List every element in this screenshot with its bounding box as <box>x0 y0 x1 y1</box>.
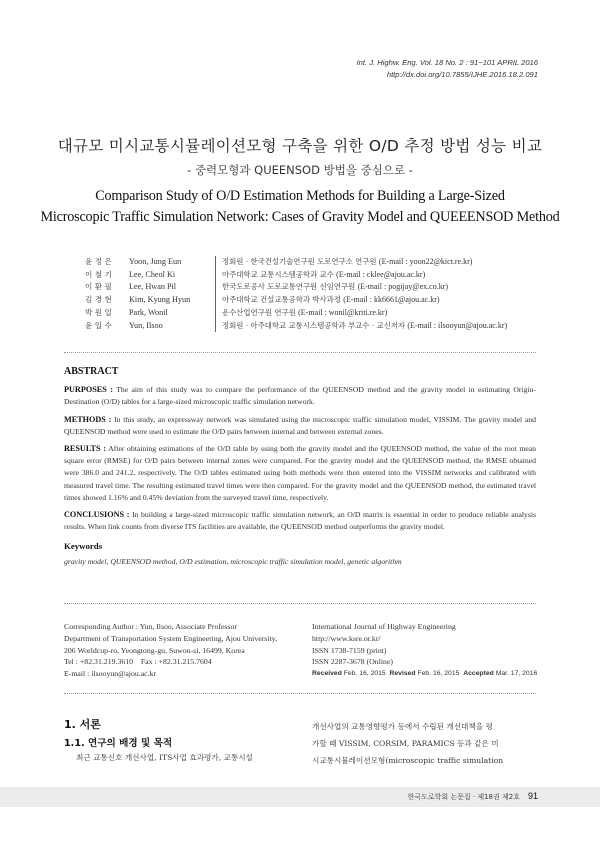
author-divider <box>215 269 216 282</box>
issn-print: ISSN 1738-7159 (print) <box>312 645 387 655</box>
english-title <box>0 186 600 228</box>
abstract-purposes: PURPOSES : The aim of this study was to compare the performance of the QUEENSOD method and the gravity model in estimating Origin-Destination (O/D) tables for a large-sized microscopic traffic simulation network. <box>64 385 536 407</box>
author-name-en: Park, Wonil <box>129 307 168 317</box>
corr-line: Corresponding Author : Yun, Ilsoo, Associate Professor <box>64 622 237 631</box>
abstract-heading: ABSTRACT <box>64 366 119 377</box>
author-email: (E-mail : yoon22@kict.re.kr) <box>378 257 473 266</box>
section-heading: 1. 서론 <box>64 718 101 731</box>
journal-info-block <box>312 621 542 680</box>
section-divider <box>64 693 536 694</box>
korean-title: 대규모 미시교통시뮬레이션모형 구축을 위한 O/D 추정 방법 성능 비교 <box>57 137 543 155</box>
english-title-line2: Microscopic Traffic Simulation Network: Cases of Gravity Model and QUEEENSOD Method <box>40 209 560 225</box>
body-text-line: 가할 때 VISSIM, CORSIM, PARAMICS 등과 같은 미 <box>312 739 499 748</box>
author-row <box>85 307 507 320</box>
body-left-column <box>64 716 294 766</box>
author-email: (E-mail : ilsooyun@ajou.ac.kr) <box>407 320 508 330</box>
author-affiliation: 한국도로공사 도로교통연구원 선임연구원 (E-mail : pogijay@ex.co.kr) <box>222 282 449 292</box>
journal-line: Int. J. Highw. Eng. Vol. 18 No. 2 : 91~101 APRIL 2016 <box>356 58 538 67</box>
author-divider <box>215 281 216 294</box>
section-divider <box>64 603 536 604</box>
author-email: (E-mail : kk6661@ajou.ac.kr) <box>343 295 440 305</box>
issn-online: ISSN 2287-3678 (Online) <box>312 657 393 667</box>
author-name-ko: 이 철 기 <box>85 269 112 279</box>
subsection-heading: 1.1. 연구의 배경 및 목적 <box>64 738 173 749</box>
author-row <box>85 294 507 307</box>
author-affiliation: 정회원 · 아주대학교 교통시스템공학과 부교수 · 교신저자 (E-mail : ilsooyun@ajou.ac.kr) <box>222 320 508 330</box>
corresponding-author-block <box>64 621 304 680</box>
author-email: (E-mail : cklee@ajou.ac.kr) <box>336 269 426 279</box>
author-divider <box>215 294 216 307</box>
body-text-line: 개선사업의 교통영향평가 등에서 수립된 개선대책을 평 <box>312 722 493 731</box>
corr-line: Department of Transportation System Engineering, Ajou University, <box>64 633 278 643</box>
author-row <box>85 320 507 333</box>
author-divider <box>215 256 216 269</box>
corr-line: Tel : +82.31.219.3610 Fax : +82.31.215.7604 <box>64 657 212 667</box>
author-affiliation: 정회원 · 한국건설기술연구원 도로연구소 연구원 (E-mail : yoon22@kict.re.kr) <box>222 257 473 266</box>
journal-name: International Journal of Highway Engineering <box>312 622 456 631</box>
page-footer <box>408 791 538 802</box>
section-divider <box>64 352 536 353</box>
keywords-heading: Keywords <box>64 541 103 552</box>
body-text: 최근 교통신호 개선사업, ITS사업 효과평가, 교통시설 <box>76 753 253 762</box>
footer-journal: 한국도로학회 논문집 · 제18권 제2호 <box>407 793 520 801</box>
author-email: (E-mail : pogijay@ex.co.kr) <box>357 282 449 292</box>
received-dates: Received Feb. 16, 2015 Revised Feb. 16, 2015 Accepted Mar. 17, 2016 <box>312 670 538 678</box>
author-affiliation: 아주대학교 교통시스템공학과 교수 (E-mail : cklee@ajou.ac.kr) <box>222 269 426 279</box>
body-text-line: 시교통시뮬레이션모형(microscopic traffic simulation <box>312 756 504 765</box>
author-affiliation: 운수산업연구원 연구원 (E-mail : wonil@kriti.re.kr) <box>222 307 388 317</box>
author-list <box>85 256 507 332</box>
author-row <box>85 256 507 269</box>
page-number: 91 <box>527 791 538 801</box>
abstract-methods: METHODS : In this study, an expressway network was simulated using the microscopic traffic simulation model, VISSIM. The gravity model and QUEENSOD method were used to estimate the O/D pairs between internal and between external zones. <box>64 414 536 436</box>
author-divider <box>215 307 216 320</box>
abstract-section <box>64 366 536 568</box>
corr-line: 206 Worldcup-ro, Yeongtong-gu, Suwon-si, 16499, Korea <box>64 645 245 655</box>
corr-email[interactable]: E-mail : ilsooyun@ajou.ac.kr <box>64 669 157 679</box>
author-name-ko: 이 환 필 <box>85 282 112 292</box>
author-email: (E-mail : wonil@kriti.re.kr) <box>298 307 388 317</box>
author-name-en: Lee, Cheol Ki <box>129 269 176 279</box>
doi-link[interactable]: http://dx.doi.org/10.7855/IJHE.2016.18.2.091 <box>386 70 538 79</box>
abstract-conclusions: CONCLUSIONS : In building a large-sized microscopic traffic simulation network, an O/D matrix is essential in order to produce reliable analysis results. When link counts from diverse ITS facilities are available, the QUEENSOD method outperforms the gravity model. <box>64 510 536 532</box>
author-name-en: Yun, Ilsoo <box>129 320 163 330</box>
abstract-results: RESULTS : After obtaining estimations of the O/D table by using both the gravity model and the QUEENSOD method, the value of the root mean square error (RMSE) for O/D pairs between internal zones were compared. For the gravity model and the QUEENSOD method, the RMSE obtained were 386.0 and 241.2, respectively. The O/D tables estimated using both methods were then entered into the VISSIM networks and calibrated with measured travel time. The resulting estimated travel times were then compared. For the gravity model and the QUEENSOD method, the estimated travel times showed 1.16% and 0.45% deviation from the surveyed travel time, respectively. <box>64 444 536 502</box>
english-title-line1: Comparison Study of O/D Estimation Methods for Building a Large-Sized <box>95 188 505 204</box>
author-name-en: Kim, Kyung Hyun <box>129 295 191 305</box>
author-name-ko: 윤 일 수 <box>85 320 112 330</box>
author-name-ko: 박 원 일 <box>85 307 112 317</box>
author-name-en: Yoon, Jung Eun <box>129 257 182 266</box>
author-name-ko: 김 경 현 <box>85 295 112 305</box>
author-name-ko: 윤 정 은 <box>85 257 112 266</box>
author-name-en: Lee, Hwan Pil <box>129 282 177 292</box>
author-row <box>85 269 507 282</box>
journal-url[interactable]: http://www.ksre.or.kr/ <box>312 633 381 643</box>
author-divider <box>215 320 216 333</box>
body-right-column <box>312 718 538 769</box>
author-affiliation: 아주대학교 건설교통공학과 박사과정 (E-mail : kk6661@ajou.ac.kr) <box>222 295 440 305</box>
journal-citation <box>357 57 538 81</box>
keywords-list: gravity model, QUEENSOD method, O/D estimation, microscopic traffic simulation model, genetic algorithm <box>64 556 402 566</box>
korean-subtitle: - 중력모형과 QUEENSOD 방법을 중심으로 - <box>187 163 413 177</box>
author-row <box>85 281 507 294</box>
